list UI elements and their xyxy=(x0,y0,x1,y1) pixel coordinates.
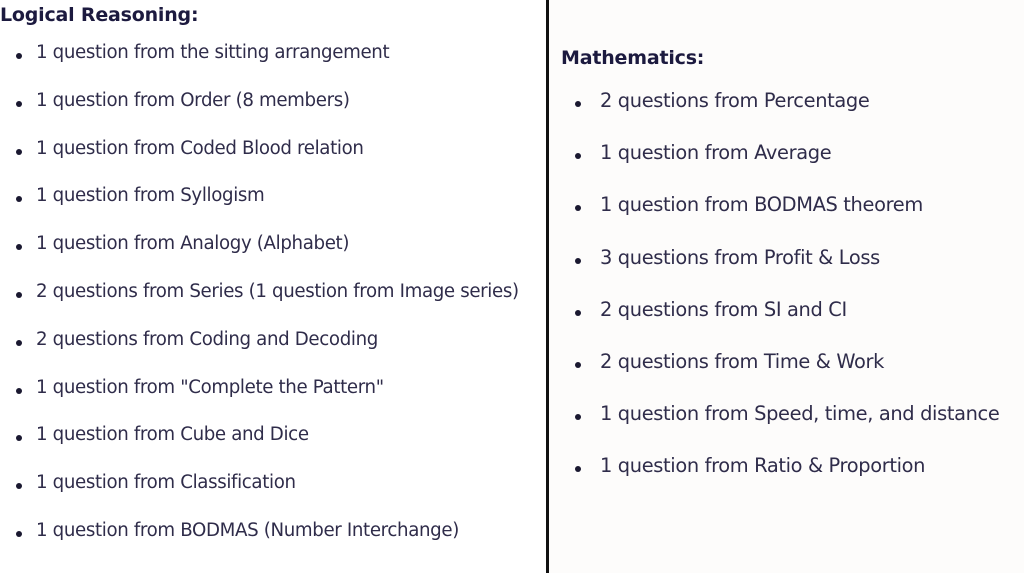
bullet-icon xyxy=(16,196,22,202)
bullet-icon xyxy=(16,292,22,298)
bullet-icon xyxy=(16,435,22,441)
bullet-icon xyxy=(16,53,22,59)
bullet-icon xyxy=(575,466,581,472)
bullet-icon xyxy=(16,388,22,394)
bullet-icon xyxy=(575,205,581,211)
bullet-icon xyxy=(16,531,22,537)
logical-reasoning-section: Logical Reasoning: 1 question from the sitting arrangement 1 question from Order (8 members) 1 question from Coded Blood relation 1 question from Syllogism 1 question from Analogy (Alphabet) 2 questions from Series (1 question from Image series) 2 questions from Coding and Decoding 1 question from "Complete the Pattern" 1 question from Cube and Dice 1 question from Classification 1 question from BODMAS (Number Interchange) xyxy=(0,0,546,573)
bullet-icon xyxy=(575,310,581,316)
bullet-icon xyxy=(575,362,581,368)
bullet-icon xyxy=(575,258,581,264)
bullet-icon xyxy=(575,414,581,420)
bullet-icon xyxy=(575,153,581,159)
bullet-icon xyxy=(16,340,22,346)
bullet-icon xyxy=(16,244,22,250)
bullet-icon xyxy=(16,149,22,155)
mathematics-heading: Mathematics: xyxy=(561,47,705,69)
bullet-icon xyxy=(575,101,581,107)
logical-reasoning-heading: Logical Reasoning: xyxy=(0,4,199,26)
mathematics-section: Mathematics: 2 questions from Percentage 1 question from Average 1 question from BODMAS theorem 3 questions from Profit & Loss 2 questions from SI and CI 2 questions from Time & Work 1 question from Speed, time, and distance 1 question from Ratio & Proportion xyxy=(549,0,1024,573)
bullet-icon xyxy=(16,101,22,107)
bullet-icon xyxy=(16,483,22,489)
